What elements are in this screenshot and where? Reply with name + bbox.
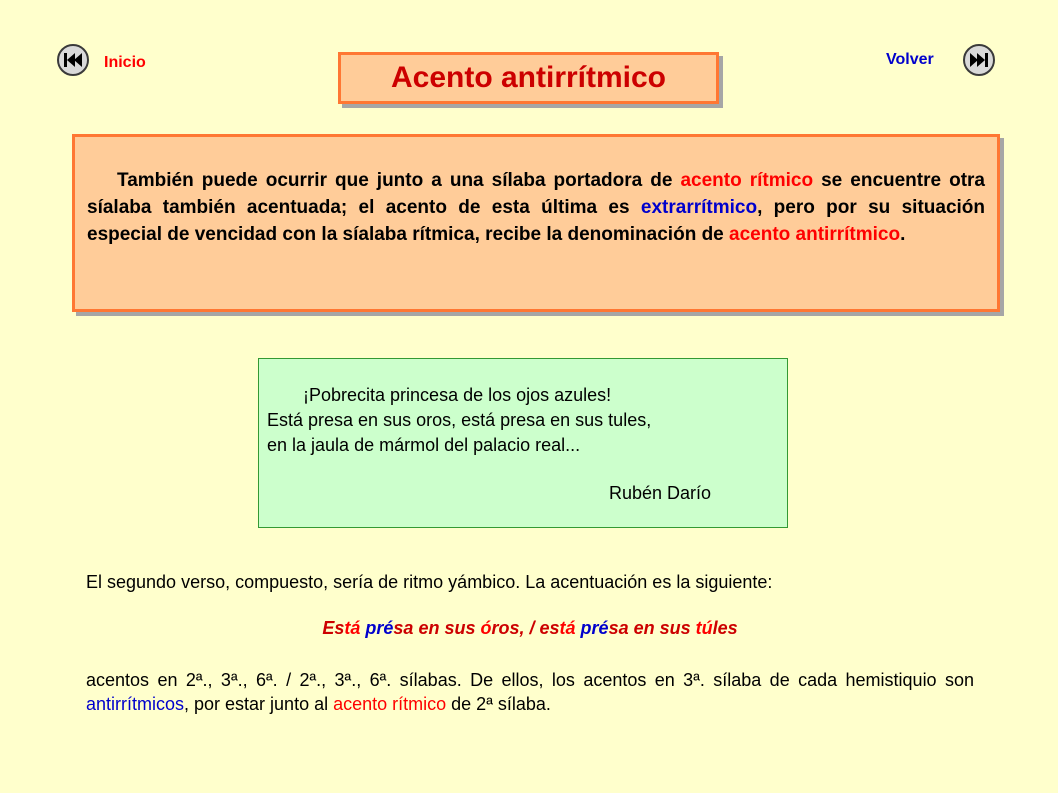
page-title: Acento antirrítmico (390, 61, 667, 94)
syllable-antirhythmic: pré (580, 618, 609, 638)
syllable: ros, / es (491, 618, 560, 638)
conclusion-part-3: de 2ª sílaba. (446, 694, 551, 714)
conclusion-part-2: , por estar junto al (184, 694, 334, 714)
conclusion-text (86, 668, 974, 716)
poem-line: en la jaula de mármol del palacio real... (267, 435, 581, 455)
definition-part-3: , pero por su situación especial de vencidad con la síalaba rítmica, recibe la denominación de (87, 197, 985, 245)
poem-box (258, 358, 788, 528)
syllable-rhythmic: tá (344, 618, 361, 638)
term-rhythmic-accent: acento rítmico (333, 694, 447, 714)
explanation-text: El segundo verso, compuesto, sería de ritmo yámbico. La acentuación es la siguiente: (86, 572, 773, 592)
definition-part-4: . (900, 224, 906, 245)
term-antirhythmic: antirrítmicos (86, 694, 185, 714)
rewind-icon (63, 52, 83, 68)
syllable-rhythmic: ó (480, 618, 492, 638)
syllable-antirhythmic: pré (365, 618, 394, 638)
poem-line: Está presa en sus oros, está presa en sus tules, (267, 410, 652, 430)
home-link[interactable]: Inicio (104, 54, 146, 71)
syllable-rhythmic: tú (695, 618, 713, 638)
poem-author: Rubén Darío (609, 483, 712, 503)
syllable: Es (322, 618, 345, 638)
term-extrarhythmic: extrarrítmico (640, 197, 758, 218)
conclusion-part-1: acentos en 2ª., 3ª., 6ª. / 2ª., 3ª., 6ª. sílabas. De ellos, los acentos en 3ª. sílaba de cada hemistiquio son (86, 670, 974, 690)
syllable: les (712, 618, 738, 638)
syllable-rhythmic: tá (559, 618, 576, 638)
back-link[interactable]: Volver (886, 51, 934, 68)
term-antirhythmic-accent: acento antirrítmico (729, 224, 901, 245)
home-button[interactable] (57, 44, 89, 76)
term-rhythmic-accent: acento rítmico (680, 170, 814, 191)
syllable: sa en sus (393, 618, 481, 638)
forward-button[interactable] (963, 44, 995, 76)
syllable: sa en sus (608, 618, 696, 638)
definition-box (72, 134, 1000, 312)
poem-line: ¡Pobrecita princesa de los ojos azules! (303, 385, 612, 405)
definition-part-2: se encuentre otra síalaba también acentuada; el acento de esta última es (87, 170, 985, 218)
scansion-line (86, 618, 974, 639)
title-box (338, 52, 719, 104)
fast-forward-icon (969, 52, 989, 68)
definition-text (87, 167, 985, 248)
definition-part-1: También puede ocurrir que junto a una sílaba portadora de (117, 170, 681, 191)
